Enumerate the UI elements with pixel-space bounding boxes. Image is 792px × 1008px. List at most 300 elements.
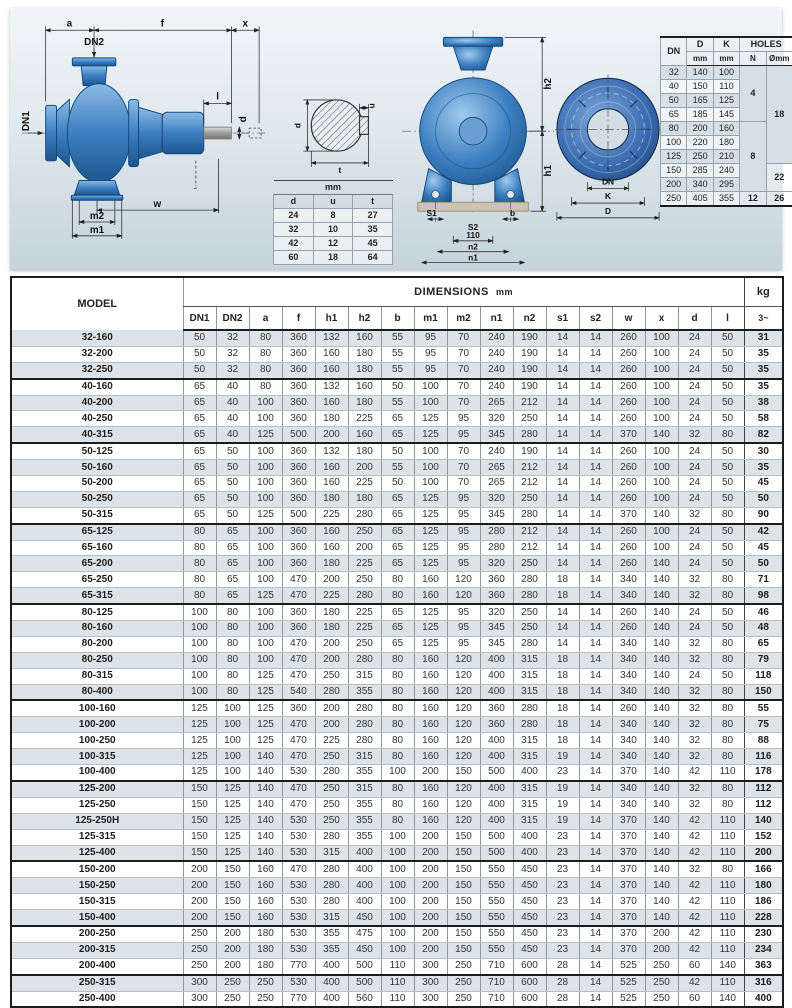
- model-cell: 150-200: [11, 861, 183, 877]
- dim-cell: 100: [381, 829, 414, 845]
- flange-cell: 210: [713, 150, 739, 164]
- dim-cell: 100: [216, 749, 249, 765]
- column-header-m1: m1: [414, 307, 447, 331]
- dim-cell: 14: [579, 975, 612, 991]
- dim-cell: 80: [711, 717, 744, 733]
- dim-cell: 65: [381, 524, 414, 540]
- flange-cell: 125: [713, 94, 739, 108]
- dim-cell: 120: [447, 700, 480, 716]
- column-header-l: l: [711, 307, 744, 331]
- dim-cell: 160: [315, 524, 348, 540]
- dim-cell: 110: [711, 878, 744, 894]
- dim-cell: 32: [216, 330, 249, 346]
- dim-cell: 50: [711, 668, 744, 684]
- dim-cell: 100: [645, 476, 678, 492]
- dim-cell: 50: [183, 330, 216, 346]
- dim-cell: 32: [678, 588, 711, 604]
- flange-cell: 50: [661, 94, 687, 108]
- dim-cell: 100: [645, 411, 678, 427]
- dim-cell: 120: [447, 668, 480, 684]
- model-cell: 50-250: [11, 491, 183, 507]
- shaft-cell: 32: [274, 223, 314, 237]
- dim-cell: 300: [414, 991, 447, 1007]
- dim-cell: 132: [315, 443, 348, 459]
- model-cell: 80-400: [11, 684, 183, 700]
- dim-cell: 42: [678, 894, 711, 910]
- dim-cell: 80: [381, 781, 414, 797]
- dim-cell: 100: [216, 765, 249, 781]
- dim-cell: 132: [315, 330, 348, 346]
- dim-cell: 65: [183, 379, 216, 395]
- dim-cell: 200: [315, 652, 348, 668]
- dim-cell: 14: [579, 395, 612, 411]
- column-header-h2: h2: [348, 307, 381, 331]
- dim-cell: 200: [414, 845, 447, 861]
- dim-cell: 80: [183, 540, 216, 556]
- flange-cell: 80: [661, 122, 687, 136]
- model-cell: 40-250: [11, 411, 183, 427]
- dim-cell: 40: [216, 427, 249, 443]
- flange-cell: 145: [713, 108, 739, 122]
- dim-cell: 65: [381, 427, 414, 443]
- dim-cell: 200: [315, 717, 348, 733]
- dim-cell: 24: [678, 379, 711, 395]
- dim-cell: 80: [381, 652, 414, 668]
- dim-cell: 300: [414, 975, 447, 991]
- dim-cell: 140: [645, 910, 678, 926]
- flange-sub-mm-k: mm: [713, 52, 739, 66]
- dim-cell: 100: [216, 717, 249, 733]
- dim-cell: 65: [381, 411, 414, 427]
- dim-cell: 80: [381, 668, 414, 684]
- kg-cell: 90: [744, 507, 783, 523]
- dim-cell: 140: [645, 733, 678, 749]
- dim-cell: 315: [348, 749, 381, 765]
- dim-cell: 14: [546, 362, 579, 378]
- dim-cell: 125: [249, 717, 282, 733]
- dim-cell: 125: [414, 411, 447, 427]
- dim-cell: 340: [612, 684, 645, 700]
- dim-cell: 250: [183, 958, 216, 974]
- dim-cell: 260: [612, 443, 645, 459]
- kg-cell: 88: [744, 733, 783, 749]
- dim-cell: 400: [480, 668, 513, 684]
- dim-cell: 50: [711, 395, 744, 411]
- dim-cell: 160: [348, 379, 381, 395]
- dim-cell: 710: [480, 991, 513, 1007]
- dim-cell: 120: [447, 813, 480, 829]
- dim-cell: 125: [183, 765, 216, 781]
- dim-cell: 14: [546, 427, 579, 443]
- dim-cell: 180: [348, 346, 381, 362]
- dim-cell: 32: [678, 684, 711, 700]
- dim-cell: 80: [711, 652, 744, 668]
- dim-cell: 200: [315, 572, 348, 588]
- dim-cell: 110: [711, 894, 744, 910]
- dim-cell: 80: [216, 636, 249, 652]
- dim-cell: 120: [447, 652, 480, 668]
- model-cell: 100-315: [11, 749, 183, 765]
- dim-cell: 140: [645, 700, 678, 716]
- dim-cell: 80: [381, 733, 414, 749]
- kg-cell: 58: [744, 411, 783, 427]
- dim-cell: 160: [414, 797, 447, 813]
- dimensions-header-label: DIMENSIONS: [414, 286, 489, 298]
- dim-cell: 14: [579, 894, 612, 910]
- dim-cell: 19: [546, 749, 579, 765]
- dim-cell: 14: [579, 910, 612, 926]
- dim-cell: 42: [678, 926, 711, 942]
- model-cell: 80-315: [11, 668, 183, 684]
- kg-cell: 75: [744, 717, 783, 733]
- dim-cell: 14: [579, 491, 612, 507]
- flange-cell: 200: [661, 178, 687, 192]
- dim-cell: 14: [546, 330, 579, 346]
- dim-cell: 360: [282, 621, 315, 637]
- dim-cell: 260: [612, 379, 645, 395]
- dim-cell: 280: [513, 507, 546, 523]
- dim-cell: 370: [612, 507, 645, 523]
- dim-cell: 18: [546, 733, 579, 749]
- dim-cell: 55: [381, 460, 414, 476]
- dim-cell: 120: [447, 572, 480, 588]
- dim-cell: 355: [348, 813, 381, 829]
- kg-cell: 42: [744, 524, 783, 540]
- shaft-col-u: u: [313, 195, 353, 209]
- kg-cell: 166: [744, 861, 783, 877]
- model-cell: 125-400: [11, 845, 183, 861]
- flange-cell: 125: [661, 150, 687, 164]
- dim-cell: 14: [579, 572, 612, 588]
- kg-cell: 186: [744, 894, 783, 910]
- kg-cell: 234: [744, 942, 783, 958]
- dim-cell: 100: [249, 395, 282, 411]
- dim-cell: 470: [282, 572, 315, 588]
- dim-cell: 360: [282, 556, 315, 572]
- dim-label-a: a: [67, 18, 73, 29]
- column-header-f: f: [282, 307, 315, 331]
- kg-cell: 71: [744, 572, 783, 588]
- dim-cell: 370: [612, 878, 645, 894]
- dim-cell: 50: [711, 524, 744, 540]
- dim-cell: 260: [612, 604, 645, 620]
- flange-cell: 140: [687, 66, 713, 80]
- dim-cell: 150: [447, 926, 480, 942]
- model-cell: 50-200: [11, 476, 183, 492]
- dim-cell: 125: [216, 797, 249, 813]
- dim-cell: 65: [183, 443, 216, 459]
- dim-cell: 300: [183, 991, 216, 1007]
- dim-cell: 14: [579, 700, 612, 716]
- dim-cell: 42: [678, 878, 711, 894]
- flange-cell: 240: [713, 164, 739, 178]
- dim-cell: 225: [315, 588, 348, 604]
- dim-cell: 65: [183, 411, 216, 427]
- dim-cell: 100: [183, 652, 216, 668]
- kg-phase-header: 3~: [744, 307, 783, 331]
- flange-cell: 40: [661, 80, 687, 94]
- dim-cell: 125: [183, 717, 216, 733]
- dim-cell: 80: [216, 652, 249, 668]
- dim-cell: 14: [546, 540, 579, 556]
- dim-cell: 80: [711, 781, 744, 797]
- dim-cell: 280: [348, 717, 381, 733]
- table-row: [11, 540, 783, 556]
- dim-cell: 100: [645, 443, 678, 459]
- dim-cell: 140: [645, 668, 678, 684]
- dim-cell: 100: [645, 362, 678, 378]
- dim-cell: 370: [612, 926, 645, 942]
- foot-hole-right: [507, 190, 515, 198]
- dim-cell: 95: [414, 330, 447, 346]
- dim-cell: 24: [678, 491, 711, 507]
- dim-cell: 70: [447, 476, 480, 492]
- dim-cell: 32: [678, 572, 711, 588]
- dim-cell: 360: [282, 411, 315, 427]
- dim-cell: 280: [315, 829, 348, 845]
- dim-cell: 50: [711, 346, 744, 362]
- shaft-table-column-row: [274, 195, 393, 209]
- dim-cell: 125: [414, 427, 447, 443]
- dim-cell: 280: [315, 878, 348, 894]
- dim-cell: 60: [678, 991, 711, 1007]
- flange-cell: 160: [713, 122, 739, 136]
- model-cell: 65-315: [11, 588, 183, 604]
- dim-cell: 470: [282, 781, 315, 797]
- dim-cell: 65: [216, 524, 249, 540]
- table-row: [11, 781, 783, 797]
- dim-cell: 100: [645, 524, 678, 540]
- dim-cell: 50: [711, 379, 744, 395]
- dim-cell: 550: [480, 894, 513, 910]
- dim-cell: 24: [678, 443, 711, 459]
- dim-cell: 24: [678, 540, 711, 556]
- dim-cell: 125: [183, 700, 216, 716]
- dim-cell: 120: [447, 684, 480, 700]
- dim-cell: 345: [480, 636, 513, 652]
- dim-cell: 24: [678, 556, 711, 572]
- dim-cell: 400: [315, 991, 348, 1007]
- dim-cell: 100: [249, 460, 282, 476]
- dim-cell: 110: [711, 845, 744, 861]
- column-header-x: x: [645, 307, 678, 331]
- dim-cell: 65: [381, 636, 414, 652]
- dim-cell: 260: [612, 476, 645, 492]
- dim-cell: 470: [282, 636, 315, 652]
- dim-cell: 60: [678, 958, 711, 974]
- dim-cell: 240: [480, 346, 513, 362]
- dim-cell: 80: [381, 684, 414, 700]
- dim-cell: 125: [414, 491, 447, 507]
- dim-cell: 150: [216, 910, 249, 926]
- dim-cell: 360: [282, 476, 315, 492]
- model-cell: 150-250: [11, 878, 183, 894]
- dim-cell: 42: [678, 829, 711, 845]
- table-row: [11, 975, 783, 991]
- dim-cell: 50: [216, 460, 249, 476]
- kg-cell: 200: [744, 845, 783, 861]
- dim-cell: 200: [315, 427, 348, 443]
- dim-cell: 250: [348, 524, 381, 540]
- dim-cell: 280: [513, 588, 546, 604]
- dim-cell: 315: [513, 668, 546, 684]
- dim-cell: 100: [645, 491, 678, 507]
- dim-cell: 355: [348, 829, 381, 845]
- dim-cell: 24: [678, 395, 711, 411]
- dim-cell: 160: [414, 749, 447, 765]
- dim-label-dn: DN: [602, 176, 614, 186]
- dim-cell: 14: [579, 845, 612, 861]
- dim-cell: 370: [612, 845, 645, 861]
- drain-plug: [194, 161, 198, 189]
- dim-label-l: l: [216, 91, 219, 102]
- table-row: [11, 524, 783, 540]
- dim-cell: 140: [645, 604, 678, 620]
- dim-cell: 160: [414, 813, 447, 829]
- dim-cell: 14: [546, 491, 579, 507]
- dim-cell: 400: [480, 733, 513, 749]
- table-row: [11, 958, 783, 974]
- dim-cell: 355: [348, 765, 381, 781]
- dim-cell: 250: [315, 668, 348, 684]
- dim-cell: 540: [282, 684, 315, 700]
- dim-cell: 360: [282, 443, 315, 459]
- dim-cell: 160: [315, 395, 348, 411]
- dim-cell: 14: [579, 476, 612, 492]
- kg-cell: 150: [744, 684, 783, 700]
- dim-cell: 42: [678, 813, 711, 829]
- column-header-s1: s1: [546, 307, 579, 331]
- dim-cell: 180: [249, 926, 282, 942]
- table-row: [11, 460, 783, 476]
- dim-cell: 370: [612, 813, 645, 829]
- model-cell: 40-160: [11, 379, 183, 395]
- dim-cell: 65: [381, 540, 414, 556]
- dim-cell: 140: [645, 636, 678, 652]
- kg-cell: 50: [744, 556, 783, 572]
- dim-cell: 315: [513, 813, 546, 829]
- dim-cell: 240: [480, 330, 513, 346]
- flange-table-row: [661, 164, 792, 178]
- kg-cell: 316: [744, 975, 783, 991]
- dim-cell: 315: [315, 845, 348, 861]
- dim-cell: 160: [414, 733, 447, 749]
- dim-cell: 140: [249, 845, 282, 861]
- kg-cell: 140: [744, 813, 783, 829]
- model-cell: 150-315: [11, 894, 183, 910]
- dim-label-n1: n1: [468, 253, 478, 263]
- dim-cell: 320: [480, 556, 513, 572]
- dim-cell: 65: [183, 460, 216, 476]
- dim-cell: 50: [183, 362, 216, 378]
- dim-cell: 125: [249, 700, 282, 716]
- dim-cell: 32: [678, 652, 711, 668]
- dim-cell: 525: [612, 958, 645, 974]
- dim-cell: 125: [414, 636, 447, 652]
- dim-cell: 355: [315, 942, 348, 958]
- dim-cell: 530: [282, 926, 315, 942]
- dim-cell: 200: [216, 926, 249, 942]
- dim-cell: 80: [381, 717, 414, 733]
- shaft-dim-label-u: u: [366, 103, 376, 108]
- dim-cell: 140: [645, 572, 678, 588]
- flange-cell: 405: [687, 192, 713, 207]
- dim-cell: 260: [612, 621, 645, 637]
- dim-cell: 265: [480, 395, 513, 411]
- kg-cell: 35: [744, 460, 783, 476]
- dim-cell: 80: [711, 427, 744, 443]
- dim-cell: 345: [480, 621, 513, 637]
- dim-cell: 360: [282, 604, 315, 620]
- flange-table-row: [661, 66, 792, 80]
- dim-cell: 110: [711, 829, 744, 845]
- dim-cell: 14: [546, 507, 579, 523]
- dim-cell: 160: [249, 910, 282, 926]
- shaft-key-table: [273, 180, 393, 265]
- dim-cell: 140: [645, 861, 678, 877]
- dim-cell: 250: [315, 797, 348, 813]
- dim-cell: 14: [579, 330, 612, 346]
- table-row: [11, 894, 783, 910]
- shaft-cell: 10: [313, 223, 353, 237]
- dim-cell: 400: [480, 684, 513, 700]
- dim-label-flange-d: D: [605, 206, 611, 216]
- holes-diameter-cell: 18: [766, 66, 792, 164]
- dim-cell: 280: [315, 684, 348, 700]
- dim-cell: 95: [447, 524, 480, 540]
- dim-cell: 180: [348, 491, 381, 507]
- dimensions-table: [10, 276, 784, 1008]
- dim-cell: 450: [513, 910, 546, 926]
- model-cell: 125-250H: [11, 813, 183, 829]
- dim-cell: 550: [480, 926, 513, 942]
- dim-cell: 315: [348, 781, 381, 797]
- dim-cell: 260: [612, 700, 645, 716]
- dim-cell: 140: [645, 717, 678, 733]
- dim-label-n2: n2: [468, 242, 478, 252]
- dim-label-k: K: [605, 191, 611, 201]
- dim-cell: 160: [249, 894, 282, 910]
- dim-cell: 475: [348, 926, 381, 942]
- column-header-a: a: [249, 307, 282, 331]
- dim-cell: 80: [249, 346, 282, 362]
- dim-cell: 250: [216, 975, 249, 991]
- dim-cell: 19: [546, 813, 579, 829]
- dim-cell: 32: [678, 781, 711, 797]
- dim-cell: 250: [348, 636, 381, 652]
- dim-cell: 360: [480, 717, 513, 733]
- table-row: [11, 395, 783, 411]
- coupling-bolt-dashed: [233, 128, 261, 138]
- dim-cell: 400: [348, 861, 381, 877]
- dim-label-dn1: DN1: [21, 111, 32, 131]
- model-cell: 32-160: [11, 330, 183, 346]
- dim-cell: 24: [678, 362, 711, 378]
- model-cell: 40-315: [11, 427, 183, 443]
- dim-cell: 24: [678, 346, 711, 362]
- dim-cell: 95: [414, 362, 447, 378]
- dim-cell: 65: [381, 507, 414, 523]
- dim-cell: 360: [282, 330, 315, 346]
- dim-label-m2: m2: [90, 211, 105, 222]
- dim-cell: 14: [579, 621, 612, 637]
- table-row: [11, 443, 783, 459]
- flange-cell: 180: [713, 136, 739, 150]
- dim-cell: 70: [447, 346, 480, 362]
- dim-cell: 32: [678, 427, 711, 443]
- dim-cell: 100: [381, 845, 414, 861]
- dim-cell: 160: [414, 781, 447, 797]
